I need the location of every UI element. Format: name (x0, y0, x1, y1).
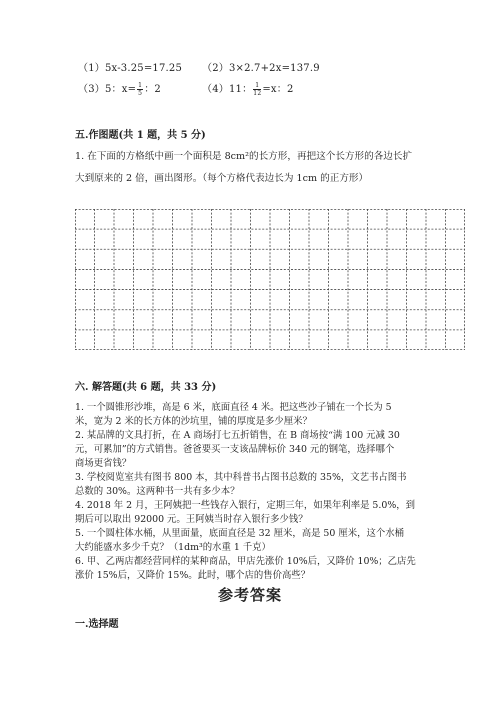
drawing-grid[interactable] (75, 209, 465, 350)
section6-questions (75, 401, 416, 583)
answers-subheading: 一.选择题 (75, 619, 119, 630)
question-line: 3. 学校阅览室共有图书 800 本，其中科普书占图书总数的 35%，文艺书占图书 (75, 472, 407, 483)
section5-heading: 五.作图题(共 1 题，共 5 分) (75, 130, 206, 141)
question-line: 元，可累加”的方式销售。爸爸要买一支该品牌标价 340 元的钢笔，选择哪个 (75, 444, 395, 455)
equation-3-suffix: ：2 (144, 84, 161, 95)
section5-q1-line2: 大到原来的 2 倍，画出图形。（每个方格代表边长为 1cm 的正方形） (75, 173, 369, 184)
section5-q1-line1: 1. 在下面的方格纸中画一个面积是 8cm²的长方形，再把这个长方形的各边长扩 (75, 151, 413, 162)
question-line: 4. 2018 年 2 月，王阿姨把一些钱存入银行，定期三年，如果年利率是 5.0%，到 (75, 500, 415, 511)
question-line: 6. 甲、乙两店都经营同样的某种商品，甲店先涨价 10%后，又降价 10%；乙店先 (75, 556, 416, 567)
equation-4-fraction: $\frac{1}{12}$ (253, 82, 262, 97)
question-line: 1. 一个圆锥形沙堆，高是 6 米，底面直径 4 米。把这些沙子铺在一个长为 5 (75, 402, 392, 413)
equation-3-fraction: $\frac{1}{5}$ (138, 82, 143, 97)
question-line: 期后可以取出 92000 元。王阿姨当时存入银行多少钱？ (75, 514, 308, 525)
question-line: 米，宽为 2 米的长方体的沙坑里，铺的厚度是多少厘米？ (75, 416, 312, 427)
section6-heading: 六. 解答题(共 6 题，共 33 分) (75, 382, 217, 393)
equation-1: （1）5x-3.25=17.25 (78, 63, 183, 74)
question-line: 5. 一个圆柱体水桶，从里面量，底面直径是 32 厘米，高是 50 厘米，这个水桶 (75, 528, 404, 539)
answers-title: 参考答案 (217, 586, 282, 604)
question-line: 总数的 30%。这两种书一共有多少本？ (75, 486, 240, 497)
equation-4-suffix: =x：2 (262, 84, 294, 95)
question-line: 大约能盛水多少千克？（1dm³的水重 1 千克） (75, 542, 271, 553)
question-line: 涨价 15%后，又降价 15%。此时，哪个店的售价高些？ (75, 570, 311, 581)
equation-3-prefix: （3）5：x= (78, 84, 137, 95)
equation-3 (78, 80, 161, 97)
question-line: 商场更省钱？ (75, 458, 132, 469)
equation-2: （2）3×2.7+2x=137.9 (202, 63, 320, 74)
equation-4 (202, 80, 294, 97)
equation-4-prefix: （4）11： (202, 84, 253, 95)
question-line: 2. 某品牌的文具打折，在 A 商场打七五折销售，在 B 商场按“满 100 元减 30 (75, 430, 400, 441)
